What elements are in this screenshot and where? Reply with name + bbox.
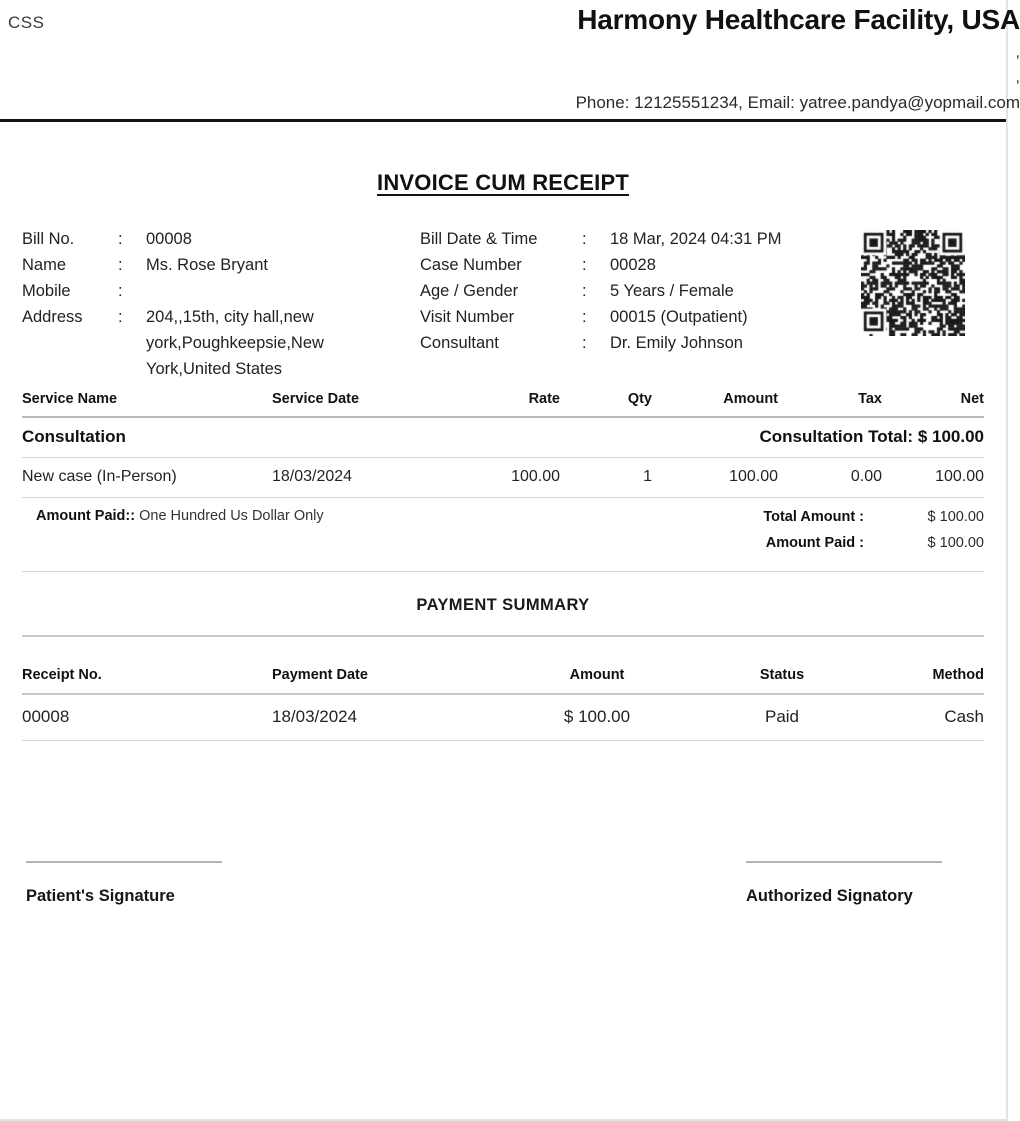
service-group-row [22, 417, 984, 458]
meta-separator: : [582, 308, 587, 326]
col-amount: Amount [652, 385, 778, 417]
meta-row [420, 304, 850, 330]
total-row [684, 530, 984, 556]
cell-qty: 1 [560, 458, 652, 498]
meta-separator: : [118, 282, 123, 300]
facility-contact-line: Phone: 12125551234, Email: yatree.pandya@yopmail.com [575, 93, 1020, 112]
service-group-total: Consultation Total: $ 100.00 [560, 417, 984, 458]
meta-value: 5 Years / Female [610, 282, 734, 300]
facility-header-block [200, 0, 1020, 116]
facility-address-line-1: , [1015, 44, 1020, 61]
signature-section [22, 861, 984, 921]
meta-row [420, 252, 850, 278]
service-table-row [22, 458, 984, 498]
service-table-wrapper [22, 385, 984, 498]
cell-payment-date: 18/03/2024 [272, 694, 482, 741]
meta-row [22, 304, 422, 382]
col-payment-method: Method [852, 637, 984, 694]
meta-value: 204,,15th, city hall,new york,Poughkeepsie,New York,United States [146, 308, 324, 378]
cell-receipt-no: 00008 [22, 694, 272, 741]
cell-payment-method: Cash [852, 694, 984, 741]
facility-name: Harmony Healthcare Facility, USA [577, 4, 1020, 35]
cell-service-name: New case (In-Person) [22, 458, 272, 498]
meta-row [420, 278, 850, 304]
col-service-name: Service Name [22, 385, 272, 417]
meta-separator: : [582, 334, 587, 352]
bill-meta-left-column [22, 226, 422, 382]
patient-signature-line [26, 861, 222, 863]
amount-paid-label: Amount Paid:: [36, 508, 136, 524]
col-rate: Rate [440, 385, 560, 417]
meta-label: Visit Number [420, 308, 515, 326]
cell-net: 100.00 [882, 458, 984, 498]
amount-paid-words-value: One Hundred Us Dollar Only [139, 508, 324, 524]
meta-value: 00028 [610, 256, 656, 274]
meta-row [22, 226, 422, 252]
total-label: Amount Paid : [765, 535, 864, 551]
service-group-name: Consultation [22, 417, 560, 458]
meta-separator: : [582, 230, 587, 248]
meta-value [146, 278, 422, 304]
col-service-date: Service Date [272, 385, 440, 417]
service-table [22, 385, 984, 498]
cell-amount: 100.00 [652, 458, 778, 498]
cell-rate: 100.00 [440, 458, 560, 498]
meta-label: Consultant [420, 334, 499, 352]
meta-label: Age / Gender [420, 282, 519, 300]
service-table-header-row [22, 385, 984, 417]
col-net: Net [882, 385, 984, 417]
meta-value: Dr. Emily Johnson [610, 334, 743, 352]
meta-value: 00015 (Outpatient) [610, 308, 748, 326]
authorized-signature-box [746, 861, 946, 906]
bill-meta-right-column [420, 226, 850, 356]
col-payment-date: Payment Date [272, 637, 482, 694]
meta-row [420, 226, 850, 252]
facility-address-line-2: , [1015, 69, 1020, 86]
meta-value: 00008 [146, 230, 192, 248]
meta-separator: : [582, 256, 587, 274]
qr-code [861, 230, 965, 336]
meta-label: Bill No. [22, 230, 75, 248]
document-title: INVOICE CUM RECEIPT [377, 170, 629, 195]
total-row [684, 504, 984, 530]
meta-row [22, 252, 422, 278]
payment-summary-title: PAYMENT SUMMARY [416, 596, 590, 614]
meta-label: Address [22, 308, 83, 326]
css-watermark-text: CSS [8, 13, 45, 32]
meta-value: 18 Mar, 2024 04:31 PM [610, 230, 782, 248]
payment-table-header-row [22, 637, 984, 694]
payment-summary-wrapper [22, 637, 984, 741]
meta-label: Case Number [420, 256, 522, 274]
col-receipt-no: Receipt No. [22, 637, 272, 694]
letterhead [0, 0, 1020, 122]
meta-row [22, 278, 422, 304]
total-value: $ 100.00 [927, 509, 984, 525]
meta-separator: : [118, 308, 123, 326]
cell-payment-amount: $ 100.00 [482, 694, 712, 741]
meta-separator: : [118, 256, 123, 274]
meta-separator: : [118, 230, 123, 248]
col-payment-amount: Amount [482, 637, 712, 694]
patient-signature-box [26, 861, 226, 906]
payment-table-row [22, 694, 984, 741]
amount-paid-section [22, 498, 984, 572]
cell-payment-status: Paid [712, 694, 852, 741]
cell-tax: 0.00 [778, 458, 882, 498]
col-payment-status: Status [712, 637, 852, 694]
bill-meta-section [0, 226, 1006, 378]
meta-separator: : [582, 282, 587, 300]
payment-summary-table [22, 637, 984, 741]
total-value: $ 100.00 [927, 535, 984, 551]
totals-block [684, 504, 984, 556]
meta-label: Name [22, 256, 67, 274]
meta-value: Ms. Rose Bryant [146, 256, 268, 274]
authorized-signature-label: Authorized Signatory [746, 887, 913, 905]
cell-service-date: 18/03/2024 [272, 458, 440, 498]
meta-label: Mobile [22, 282, 71, 300]
col-qty: Qty [560, 385, 652, 417]
amount-paid-in-words [36, 508, 324, 524]
meta-row [420, 330, 850, 356]
total-label: Total Amount : [763, 509, 864, 525]
col-tax: Tax [778, 385, 882, 417]
patient-signature-label: Patient's Signature [26, 887, 175, 905]
authorized-signature-line [746, 861, 942, 863]
meta-label: Bill Date & Time [420, 230, 538, 248]
